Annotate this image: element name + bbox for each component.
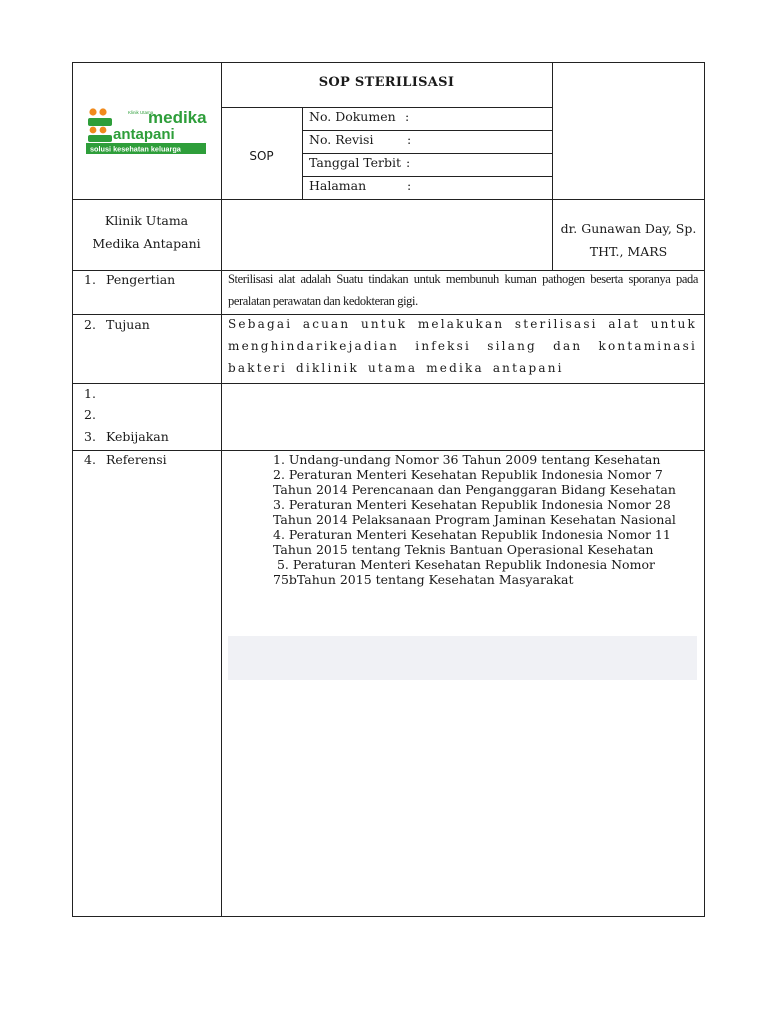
referensi-number: 4. [84, 452, 96, 467]
field-no-revisi-sep: : [407, 132, 412, 147]
referensi-item-1: 1. Undang-undang Nomor 36 Tahun 2009 tentang Kesehatan [273, 452, 661, 467]
left-column-divider [221, 62, 222, 917]
kebijakan-number-2: 2. [84, 407, 96, 422]
document-title: SOP STERILISASI [318, 75, 455, 90]
field-divider-3 [302, 176, 552, 177]
kebijakan-number-1: 1. [84, 386, 96, 401]
field-tanggal-terbit-sep: : [406, 155, 411, 170]
tujuan-row-bottom-line [72, 383, 705, 384]
field-no-dokumen-label: No. Dokumen [309, 109, 396, 124]
clinic-name-line2: Medika Antapani [92, 236, 201, 251]
medika-antapani-logo [86, 106, 208, 158]
pengertian-label: Pengertian [106, 272, 176, 287]
signer-line1: dr. Gunawan Day, Sp. [560, 221, 697, 236]
field-halaman-sep: : [407, 178, 412, 193]
referensi-item-3: 3. Peraturan Menteri Kesehatan Republik Indonesia Nomor 28 Tahun 2014 Pelaksanaan Program Jaminan Kesehatan Nasional [273, 497, 676, 527]
empty-content-placeholder [228, 636, 697, 680]
field-no-revisi-label: No. Revisi [309, 132, 374, 147]
referensi-list [273, 452, 698, 587]
tujuan-text: Sebagai acuan untuk melakukan sterilisasi alat untuk menghindarikejadian infeksi silang dan kontaminasi bakteri diklinik utama medika antapani [228, 317, 697, 375]
pengertian-number: 1. [84, 272, 96, 287]
referensi-label: Referensi [106, 452, 167, 467]
field-divider-1 [302, 130, 552, 131]
title-row-divider [221, 107, 552, 108]
kebijakan-row-bottom-line [72, 450, 705, 451]
header-bottom-line [72, 199, 705, 200]
logo-tagline: solusi kesehatan keluarga [90, 144, 181, 154]
referensi-item-2: 2. Peraturan Menteri Kesehatan Republik Indonesia Nomor 7 Tahun 2014 Perencanaan dan Penganggaran Bidang Kesehatan [273, 467, 676, 497]
logo-word-antapani: antapani [113, 126, 175, 143]
field-no-dokumen-sep: : [405, 109, 410, 124]
referensi-item-4: 4. Peraturan Menteri Kesehatan Republik Indonesia Nomor 11 Tahun 2015 tentang Teknis Bantuan Operasional Kesehatan [273, 527, 671, 557]
sop-label: SOP [249, 149, 274, 163]
right-column-divider [552, 62, 553, 200]
logo-small-text: Klinik Utama [128, 110, 154, 115]
field-tanggal-terbit-label: Tanggal Terbit [309, 155, 402, 170]
pengertian-text: Sterilisasi alat adalah Suatu tindakan untuk membunuh kuman pathogen beserta sporanya pada peralatan perawatan dan kedokteran gigi. [228, 272, 698, 308]
kebijakan-number-3: 3. [84, 429, 96, 444]
field-divider-2 [302, 153, 552, 154]
logo-word-medika: medika [148, 108, 207, 127]
tujuan-label: Tujuan [106, 317, 150, 332]
clinic-name-line1: Klinik Utama [104, 213, 189, 228]
field-halaman-label: Halaman [309, 178, 367, 193]
signer-line2: THT., MARS [589, 244, 668, 259]
kebijakan-label: Kebijakan [106, 429, 169, 444]
tujuan-number: 2. [84, 317, 96, 332]
referensi-item-5: 5. Peraturan Menteri Kesehatan Republik Indonesia Nomor 75bTahun 2015 tentang Kesehatan Masyarakat [273, 557, 659, 587]
